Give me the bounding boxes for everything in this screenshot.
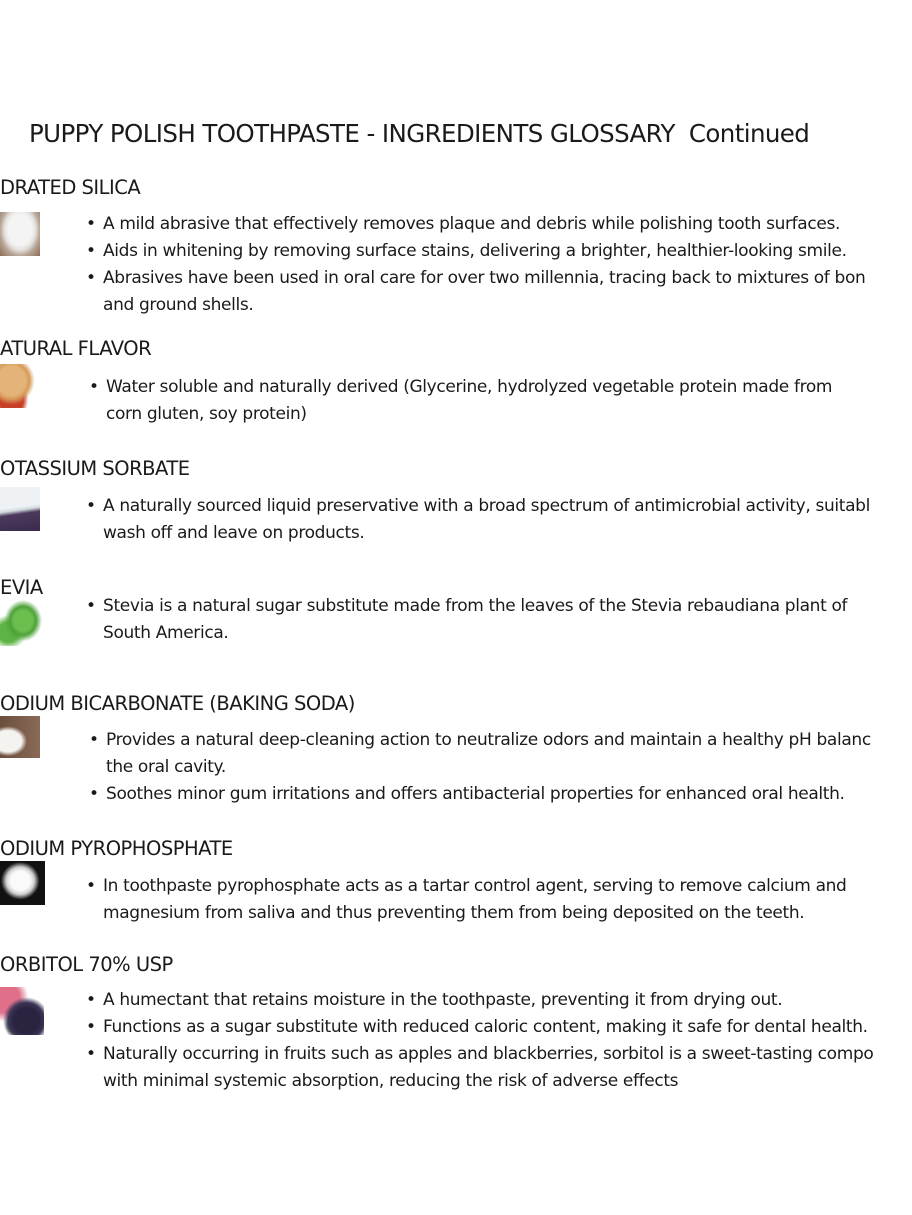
bullet-item: • Naturally occurring in fruits such as apples and blackberries, sorbitol is a sweet-tasting compo xyxy=(86,1041,912,1068)
bullet-item: • Soothes minor gum irritations and offers antibacterial properties for enhanced oral health. xyxy=(89,781,912,808)
ingredient-heading: EVIA xyxy=(0,576,43,599)
bullet-continuation: wash off and leave on products. xyxy=(103,523,365,543)
bullet-continuation: corn gluten, soy protein) xyxy=(106,404,307,424)
stevia-leaf-image xyxy=(0,600,42,646)
bullet-item: • Aids in whitening by removing surface stains, delivering a brighter, healthier-looking smile. xyxy=(86,238,912,265)
ingredient-bullets xyxy=(89,727,912,808)
ingredient-heading: ATURAL FLAVOR xyxy=(0,337,152,360)
page-title-continued: Continued xyxy=(688,119,810,148)
ingredient-bullets xyxy=(86,593,912,647)
bullet-continuation: and ground shells. xyxy=(103,295,254,315)
bullet-item: • In toothpaste pyrophosphate acts as a tartar control agent, serving to remove calcium and xyxy=(86,873,912,900)
bullet-continuation: South America. xyxy=(103,623,229,643)
ingredient-heading: OTASSIUM SORBATE xyxy=(0,457,190,480)
apple-blackberry-image xyxy=(0,987,44,1035)
ingredient-bullets xyxy=(86,211,912,319)
bullet-item: • Functions as a sugar substitute with reduced caloric content, making it safe for dental health. xyxy=(86,1014,912,1041)
peanut-image xyxy=(0,364,38,408)
bullet-item: • Provides a natural deep-cleaning action to neutralize odors and maintain a healthy pH balanc xyxy=(89,727,912,754)
bullet-item: • Abrasives have been used in oral care for over two millennia, tracing back to mixtures of bon xyxy=(86,265,912,292)
bullet-item: • A naturally sourced liquid preservative with a broad spectrum of antimicrobial activity, suitabl xyxy=(86,493,912,520)
bullet-item: • A mild abrasive that effectively removes plaque and debris while polishing tooth surfaces. xyxy=(86,211,912,238)
ingredient-bullets xyxy=(86,987,912,1095)
ingredient-bullets xyxy=(86,493,912,547)
white-powder-image xyxy=(0,861,45,905)
ingredient-heading: DRATED SILICA xyxy=(0,176,141,199)
bullet-item: • Water soluble and naturally derived (Glycerine, hydrolyzed vegetable protein made from xyxy=(89,374,912,401)
baking-soda-image xyxy=(0,716,40,758)
ingredient-bullets xyxy=(89,374,912,428)
bullet-item: • Stevia is a natural sugar substitute made from the leaves of the Stevia rebaudiana plant of xyxy=(86,593,912,620)
bullet-continuation: the oral cavity. xyxy=(106,757,226,777)
page-title-main: PUPPY POLISH TOOTHPASTE - INGREDIENTS GLOSSARY xyxy=(29,119,675,148)
bullet-continuation: magnesium from saliva and thus preventing them from being deposited on the teeth. xyxy=(103,903,805,923)
bullet-continuation: with minimal systemic absorption, reducing the risk of adverse effects xyxy=(103,1071,679,1091)
ingredient-heading: ODIUM BICARBONATE (BAKING SODA) xyxy=(0,692,355,715)
liquid-bowl-image xyxy=(0,487,40,531)
ingredient-heading: ORBITOL 70% USP xyxy=(0,953,173,976)
page-title xyxy=(29,119,809,148)
ingredient-heading: ODIUM PYROPHOSPHATE xyxy=(0,837,233,860)
ingredient-bullets xyxy=(86,873,912,927)
bullet-item: • A humectant that retains moisture in the toothpaste, preventing it from drying out. xyxy=(86,987,912,1014)
silica-spoon-image xyxy=(0,212,40,256)
